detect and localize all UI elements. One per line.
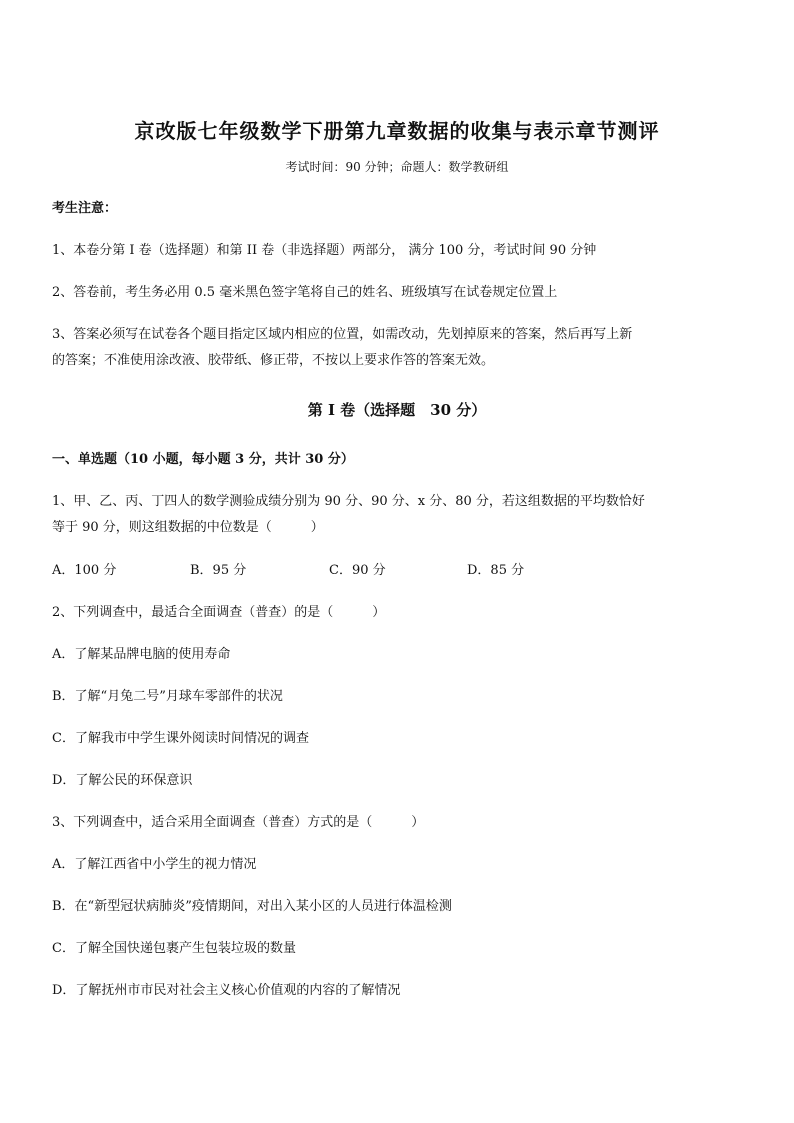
q1-option-c: C．90 分	[329, 563, 386, 578]
exam-title: 京改版七年级数学下册第九章数据的收集与表示章节测评	[134, 119, 660, 143]
section-title: 第 I 卷（选择题 30 分）	[307, 401, 487, 419]
q1-option-a: A．100 分	[52, 563, 117, 578]
q3-stem: 3、下列调查中，适合采用全面调查（普查）方式的是（ ）	[52, 815, 425, 830]
q3-option-b: B．在“新型冠状病肺炎”疫情期间，对出入某小区的人员进行体温检测	[52, 899, 452, 914]
q1-stem-line2: 等于 90 分，则这组数据的中位数是（ ）	[52, 520, 324, 535]
q3-option-d: D．了解抚州市市民对社会主义核心价值观的内容的了解情况	[52, 983, 401, 998]
notice-item-3-cont: 的答案；不准使用涂改液、胶带纸、修正带，不按以上要求作答的答案无效。	[52, 353, 495, 368]
q3-option-c: C．了解全国快递包裹产生包装垃圾的数量	[52, 941, 296, 956]
q1-option-d: D．85 分	[467, 563, 525, 578]
q2-option-c: C．了解我市中学生课外阅读时间情况的调查	[52, 731, 309, 746]
notice-item-3: 3、答案必须写在试卷各个题目指定区域内相应的位置，如需改动，先划掉原来的答案，然后再写上新	[52, 327, 633, 342]
exam-subtitle: 考试时间：90 分钟；命题人：数学教研组	[285, 160, 509, 174]
notice-item-1: 1、本卷分第 I 卷（选择题）和第 II 卷（非选择题）两部分， 满分 100 分，考试时间 90 分钟	[52, 243, 597, 258]
q1-option-b: B．95 分	[190, 563, 247, 578]
notice-heading: 考生注意：	[52, 201, 118, 216]
q3-option-a: A．了解江西省中小学生的视力情况	[52, 857, 257, 872]
q2-option-d: D．了解公民的环保意识	[52, 773, 193, 788]
q2-option-a: A．了解某品牌电脑的使用寿命	[52, 647, 231, 662]
q2-stem: 2、下列调查中，最适合全面调查（普查）的是（ ）	[52, 605, 386, 620]
q1-stem-line1: 1、甲、乙、丙、丁四人的数学测验成绩分别为 90 分、90 分、x 分、80 分，若这组数据的平均数恰好	[52, 494, 645, 509]
q2-option-b: B．了解“月兔二号”月球车零部件的状况	[52, 689, 283, 704]
notice-item-2: 2、答卷前，考生务必用 0.5 毫米黑色签字笔将自己的姓名、班级填写在试卷规定位置上	[52, 285, 558, 300]
part-heading: 一、单选题（10 小题，每小题 3 分，共计 30 分）	[52, 452, 354, 467]
